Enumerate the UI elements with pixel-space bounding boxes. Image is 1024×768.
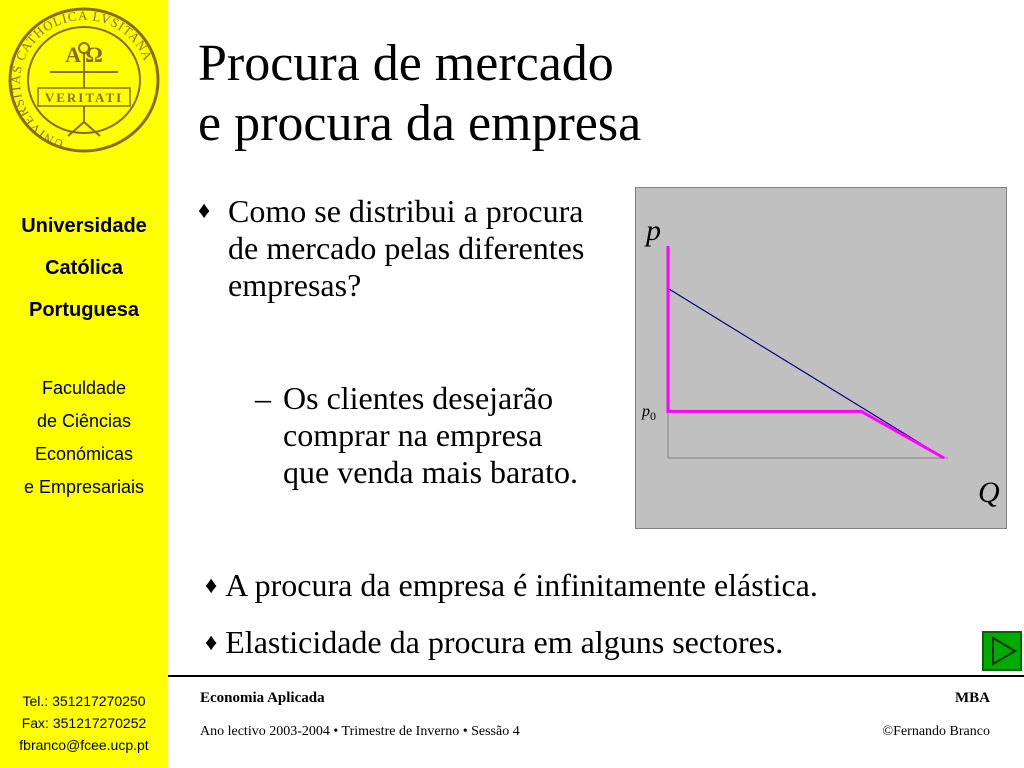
contact-fax: Fax: 351217270252 <box>21 715 147 731</box>
faculty-name-line: Económicas <box>34 444 134 464</box>
dash-bullet-icon: – <box>255 380 271 416</box>
next-slide-button[interactable] <box>982 631 1022 671</box>
footer-program: MBA <box>955 690 990 706</box>
seal-center-text: VERITATI <box>44 90 124 105</box>
faculty-name-line: Faculdade <box>41 378 127 398</box>
university-name-line: Católica <box>45 257 123 279</box>
faculty-name-line: e Empresariais <box>23 477 145 497</box>
bullet-item <box>205 567 818 605</box>
demand-chart-svg <box>636 188 1006 528</box>
price-level-label: $p_0$ <box>642 403 656 423</box>
university-seal-logo <box>4 4 164 156</box>
diamond-bullet-icon: ♦ <box>205 573 218 599</box>
diamond-bullet-icon: ♦ <box>205 630 218 656</box>
bullet-text: A procura da empresa é infinitamente elástica. <box>225 567 818 603</box>
demand-chart <box>635 187 1007 529</box>
seal-ring-text: UNIVERSITAS CATHOLICA LVSITANA <box>7 7 156 153</box>
contact-info <box>0 690 168 756</box>
slide-title <box>198 34 641 154</box>
y-axis-label: p <box>646 214 661 247</box>
firm-demand-line <box>668 246 944 458</box>
bullet-item <box>205 624 783 662</box>
university-name <box>0 205 168 331</box>
x-axis-label: Q <box>978 476 1000 509</box>
university-name-line: Universidade <box>21 215 147 237</box>
faculty-name-line: de Ciências <box>36 411 132 431</box>
footer-course: Economia Aplicada <box>200 690 325 706</box>
sidebar <box>0 0 168 768</box>
bullet-text: Como se distribui a procura de mercado pelas diferentes empresas? <box>228 193 585 303</box>
bullet-text: Elasticidade da procura em alguns sectores. <box>225 624 784 660</box>
market-demand-line <box>668 288 944 458</box>
contact-phone: Tel.: 351217270250 <box>22 693 146 709</box>
university-name-line: Portuguesa <box>28 299 140 321</box>
contact-email[interactable]: fbranco@fcee.ucp.pt <box>19 737 149 753</box>
sub-bullet-text: Os clientes desejarão comprar na empresa que venda mais barato. <box>283 380 578 490</box>
play-triangle-icon <box>984 633 1020 669</box>
footer-author: ©Fernando Branco <box>882 724 990 739</box>
footer-divider <box>168 675 1024 677</box>
diamond-bullet-icon: ♦ <box>198 198 211 224</box>
slide-title-line2: e procura da empresa <box>198 95 642 152</box>
slide-title-line1: Procura de mercado <box>198 35 614 92</box>
seal-alpha-omega: A Ω <box>65 42 103 67</box>
faculty-name <box>0 372 168 504</box>
footer-session: Ano lectivo 2003-2004 • Trimestre de Inverno • Sessão 4 <box>200 724 520 739</box>
